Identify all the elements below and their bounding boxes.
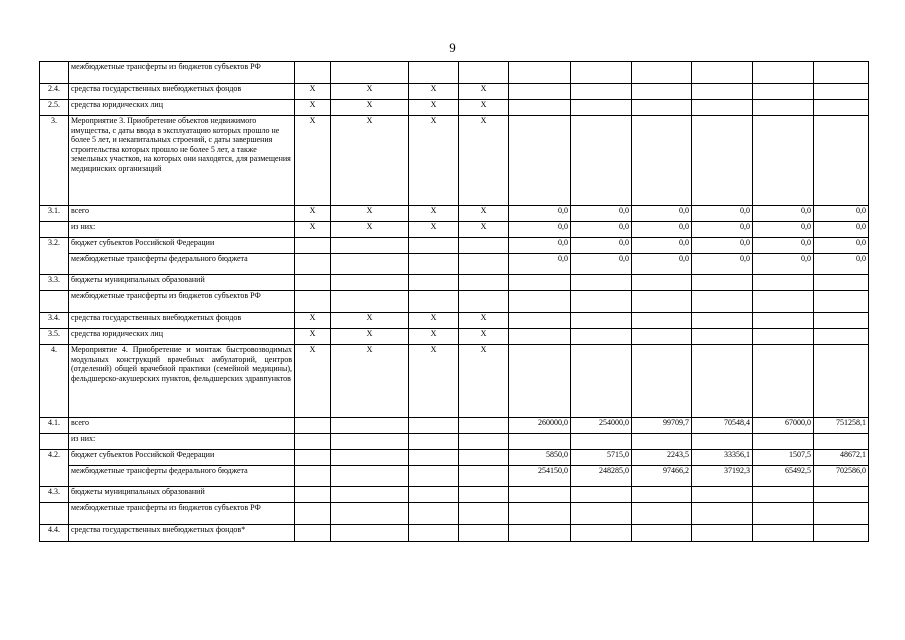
- value-cell: [509, 329, 571, 345]
- x-mark-cell: [295, 254, 331, 275]
- x-mark-cell: [459, 418, 509, 434]
- x-mark-cell: X: [409, 313, 459, 329]
- value-cell: 2243,5: [632, 450, 692, 466]
- value-cell: [814, 345, 869, 418]
- value-cell: [692, 291, 753, 313]
- x-mark-cell: X: [409, 222, 459, 238]
- x-mark-cell: [331, 503, 409, 525]
- x-mark-cell: X: [459, 345, 509, 418]
- row-description: средства юридических лиц: [69, 329, 295, 345]
- row-number: 2.5.: [40, 100, 69, 116]
- row-number: [40, 62, 69, 84]
- value-cell: [753, 345, 814, 418]
- value-cell: [509, 291, 571, 313]
- table-row: [40, 254, 869, 275]
- row-number: 2.4.: [40, 84, 69, 100]
- x-mark-cell: X: [459, 206, 509, 222]
- x-mark-cell: [409, 291, 459, 313]
- x-mark-cell: X: [331, 100, 409, 116]
- value-cell: 5850,0: [509, 450, 571, 466]
- value-cell: [753, 62, 814, 84]
- value-cell: [632, 275, 692, 291]
- row-number: 3.2.: [40, 238, 69, 275]
- value-cell: [571, 100, 632, 116]
- value-cell: 0,0: [753, 222, 814, 238]
- row-description: бюджеты муниципальных образований: [69, 487, 295, 503]
- table-row: [40, 222, 869, 238]
- value-cell: [753, 487, 814, 503]
- value-cell: 48672,1: [814, 450, 869, 466]
- x-mark-cell: X: [409, 116, 459, 206]
- x-mark-cell: X: [295, 345, 331, 418]
- value-cell: [571, 487, 632, 503]
- value-cell: [509, 313, 571, 329]
- value-cell: [509, 345, 571, 418]
- x-mark-cell: [409, 62, 459, 84]
- table-row: [40, 275, 869, 291]
- value-cell: [814, 434, 869, 450]
- x-mark-cell: [295, 487, 331, 503]
- x-mark-cell: [409, 487, 459, 503]
- table-row: [40, 206, 869, 222]
- value-cell: 751258,1: [814, 418, 869, 434]
- value-cell: 65492,5: [753, 466, 814, 487]
- value-cell: [509, 100, 571, 116]
- row-description: Мероприятие 3. Приобретение объектов недвижимого имущества, с даты ввода в эксплуатацию которых прошло не более 5 лет, и некапитальных строений, с даты завершения строительства которых прошло не более 5 лет, а также земельных участков, на которых они находятся, для размещения медицинских организаций: [69, 116, 295, 206]
- row-number: 4.3.: [40, 487, 69, 503]
- value-cell: 248285,0: [571, 466, 632, 487]
- value-cell: 33356,1: [692, 450, 753, 466]
- value-cell: [632, 62, 692, 84]
- x-mark-cell: [295, 291, 331, 313]
- value-cell: 254150,0: [509, 466, 571, 487]
- row-number: 3.3.: [40, 275, 69, 291]
- row-number: 4.1.: [40, 418, 69, 434]
- value-cell: [753, 434, 814, 450]
- x-mark-cell: [331, 275, 409, 291]
- x-mark-cell: X: [331, 345, 409, 418]
- value-cell: [692, 345, 753, 418]
- table-row: [40, 62, 869, 84]
- value-cell: 0,0: [814, 254, 869, 275]
- value-cell: [692, 313, 753, 329]
- x-mark-cell: X: [295, 222, 331, 238]
- value-cell: 0,0: [632, 254, 692, 275]
- x-mark-cell: [459, 503, 509, 525]
- x-mark-cell: X: [331, 84, 409, 100]
- x-mark-cell: [295, 450, 331, 466]
- x-mark-cell: X: [459, 313, 509, 329]
- value-cell: [509, 275, 571, 291]
- table-row: [40, 418, 869, 434]
- value-cell: 67000,0: [753, 418, 814, 434]
- table-row: [40, 503, 869, 525]
- table-row: [40, 434, 869, 450]
- x-mark-cell: [459, 62, 509, 84]
- x-mark-cell: X: [331, 206, 409, 222]
- x-mark-cell: [295, 418, 331, 434]
- row-number: [40, 434, 69, 450]
- x-mark-cell: [331, 254, 409, 275]
- value-cell: 0,0: [692, 254, 753, 275]
- value-cell: 97466,2: [632, 466, 692, 487]
- x-mark-cell: X: [331, 313, 409, 329]
- value-cell: [814, 525, 869, 542]
- page-number: 9: [449, 40, 456, 55]
- value-cell: 0,0: [692, 238, 753, 254]
- x-mark-cell: X: [295, 116, 331, 206]
- value-cell: [814, 329, 869, 345]
- value-cell: [692, 116, 753, 206]
- row-description: бюджет субъектов Российской Федерации: [69, 238, 295, 254]
- value-cell: [692, 275, 753, 291]
- value-cell: [753, 100, 814, 116]
- value-cell: 70548,4: [692, 418, 753, 434]
- value-cell: 0,0: [571, 222, 632, 238]
- value-cell: 0,0: [814, 206, 869, 222]
- value-cell: [509, 487, 571, 503]
- x-mark-cell: [459, 434, 509, 450]
- row-number: [40, 222, 69, 238]
- x-mark-cell: [331, 434, 409, 450]
- x-mark-cell: X: [409, 84, 459, 100]
- value-cell: 99709,7: [632, 418, 692, 434]
- value-cell: [692, 84, 753, 100]
- value-cell: 0,0: [509, 238, 571, 254]
- value-cell: 0,0: [509, 222, 571, 238]
- x-mark-cell: [331, 418, 409, 434]
- table-row: [40, 291, 869, 313]
- x-mark-cell: [459, 275, 509, 291]
- value-cell: [632, 116, 692, 206]
- x-mark-cell: [295, 275, 331, 291]
- x-mark-cell: [295, 62, 331, 84]
- value-cell: [753, 291, 814, 313]
- x-mark-cell: [409, 238, 459, 254]
- table-row: [40, 466, 869, 487]
- value-cell: [632, 329, 692, 345]
- value-cell: [509, 503, 571, 525]
- row-description: средства государственных внебюджетных фондов: [69, 84, 295, 100]
- table-row: [40, 450, 869, 466]
- row-description: средства юридических лиц: [69, 100, 295, 116]
- x-mark-cell: [331, 466, 409, 487]
- row-description: бюджеты муниципальных образований: [69, 275, 295, 291]
- x-mark-cell: [459, 254, 509, 275]
- row-number: 3.5.: [40, 329, 69, 345]
- value-cell: [509, 525, 571, 542]
- value-cell: [753, 503, 814, 525]
- x-mark-cell: X: [295, 329, 331, 345]
- value-cell: [571, 434, 632, 450]
- x-mark-cell: X: [295, 206, 331, 222]
- x-mark-cell: [409, 275, 459, 291]
- value-cell: [753, 525, 814, 542]
- value-cell: 5715,0: [571, 450, 632, 466]
- table-row: [40, 487, 869, 503]
- value-cell: [632, 291, 692, 313]
- value-cell: 37192,3: [692, 466, 753, 487]
- value-cell: [632, 84, 692, 100]
- value-cell: 0,0: [753, 206, 814, 222]
- row-description: бюджет субъектов Российской Федерации: [69, 450, 295, 466]
- row-number: 3.1.: [40, 206, 69, 222]
- x-mark-cell: [409, 418, 459, 434]
- value-cell: [692, 487, 753, 503]
- value-cell: 1507,5: [753, 450, 814, 466]
- value-cell: 254000,0: [571, 418, 632, 434]
- value-cell: [571, 84, 632, 100]
- x-mark-cell: X: [295, 313, 331, 329]
- row-description: из них:: [69, 434, 295, 450]
- value-cell: [632, 313, 692, 329]
- value-cell: [571, 329, 632, 345]
- value-cell: [692, 100, 753, 116]
- row-description: межбюджетные трансферты из бюджетов субъектов РФ: [69, 62, 295, 84]
- row-description: средства государственных внебюджетных фондов: [69, 313, 295, 329]
- budget-table: [39, 61, 869, 542]
- value-cell: 0,0: [571, 238, 632, 254]
- value-cell: [814, 503, 869, 525]
- value-cell: [753, 313, 814, 329]
- x-mark-cell: X: [459, 100, 509, 116]
- value-cell: [571, 313, 632, 329]
- x-mark-cell: X: [409, 329, 459, 345]
- value-cell: [814, 84, 869, 100]
- value-cell: [814, 116, 869, 206]
- x-mark-cell: [331, 291, 409, 313]
- x-mark-cell: [409, 503, 459, 525]
- value-cell: [692, 329, 753, 345]
- value-cell: [571, 275, 632, 291]
- x-mark-cell: X: [331, 329, 409, 345]
- table-row: [40, 345, 869, 418]
- row-number: [40, 503, 69, 525]
- row-number: 3.: [40, 116, 69, 206]
- value-cell: [692, 434, 753, 450]
- value-cell: [814, 62, 869, 84]
- table-row: [40, 100, 869, 116]
- table-row: [40, 329, 869, 345]
- value-cell: [632, 434, 692, 450]
- x-mark-cell: [459, 450, 509, 466]
- value-cell: 0,0: [692, 222, 753, 238]
- x-mark-cell: [295, 434, 331, 450]
- row-description: средства государственных внебюджетных фондов*: [69, 525, 295, 542]
- value-cell: 260000,0: [509, 418, 571, 434]
- value-cell: [509, 434, 571, 450]
- x-mark-cell: [459, 466, 509, 487]
- value-cell: [814, 100, 869, 116]
- value-cell: [571, 116, 632, 206]
- value-cell: [814, 487, 869, 503]
- value-cell: [632, 100, 692, 116]
- value-cell: [509, 62, 571, 84]
- x-mark-cell: X: [295, 84, 331, 100]
- x-mark-cell: [459, 487, 509, 503]
- value-cell: [509, 84, 571, 100]
- x-mark-cell: X: [331, 222, 409, 238]
- x-mark-cell: [295, 238, 331, 254]
- x-mark-cell: [295, 503, 331, 525]
- x-mark-cell: [459, 291, 509, 313]
- value-cell: 0,0: [814, 222, 869, 238]
- value-cell: 0,0: [753, 254, 814, 275]
- value-cell: [753, 116, 814, 206]
- x-mark-cell: X: [409, 100, 459, 116]
- x-mark-cell: X: [459, 329, 509, 345]
- x-mark-cell: [331, 62, 409, 84]
- value-cell: [571, 503, 632, 525]
- row-number: 3.4.: [40, 313, 69, 329]
- value-cell: 0,0: [509, 254, 571, 275]
- value-cell: [814, 275, 869, 291]
- x-mark-cell: X: [331, 116, 409, 206]
- value-cell: [753, 84, 814, 100]
- value-cell: [753, 329, 814, 345]
- x-mark-cell: [459, 525, 509, 542]
- value-cell: 0,0: [509, 206, 571, 222]
- x-mark-cell: [295, 466, 331, 487]
- table-row: [40, 313, 869, 329]
- x-mark-cell: X: [409, 206, 459, 222]
- value-cell: 0,0: [753, 238, 814, 254]
- row-description: межбюджетные трансферты федерального бюджета: [69, 254, 295, 275]
- row-number: 4.4.: [40, 525, 69, 542]
- x-mark-cell: X: [459, 222, 509, 238]
- value-cell: [509, 116, 571, 206]
- value-cell: 0,0: [571, 254, 632, 275]
- x-mark-cell: [295, 525, 331, 542]
- value-cell: [814, 291, 869, 313]
- x-mark-cell: [331, 238, 409, 254]
- value-cell: [571, 62, 632, 84]
- x-mark-cell: X: [295, 100, 331, 116]
- row-number: 4.: [40, 345, 69, 418]
- x-mark-cell: [331, 525, 409, 542]
- value-cell: 0,0: [814, 238, 869, 254]
- value-cell: 0,0: [571, 206, 632, 222]
- value-cell: 0,0: [632, 222, 692, 238]
- x-mark-cell: [409, 525, 459, 542]
- row-description: межбюджетные трансферты федерального бюджета: [69, 466, 295, 487]
- value-cell: [692, 62, 753, 84]
- x-mark-cell: [331, 487, 409, 503]
- value-cell: [753, 275, 814, 291]
- x-mark-cell: X: [459, 84, 509, 100]
- table-row: [40, 525, 869, 542]
- table-row: [40, 84, 869, 100]
- value-cell: [571, 525, 632, 542]
- value-cell: [632, 525, 692, 542]
- x-mark-cell: [409, 254, 459, 275]
- x-mark-cell: [409, 434, 459, 450]
- row-description: Мероприятие 4. Приобретение и монтаж быстровозводимых модульных конструкций врачебных амбулаторий, центров (отделений) общей врачебной практики (семейной медицины), фельдшерско-акушерских пунктов, фельдшерских здравпунктов: [69, 345, 295, 418]
- x-mark-cell: [409, 450, 459, 466]
- value-cell: [632, 345, 692, 418]
- row-number: [40, 291, 69, 313]
- value-cell: [814, 313, 869, 329]
- value-cell: [571, 345, 632, 418]
- value-cell: 702586,0: [814, 466, 869, 487]
- value-cell: [692, 525, 753, 542]
- row-description: межбюджетные трансферты из бюджетов субъектов РФ: [69, 503, 295, 525]
- value-cell: [632, 503, 692, 525]
- value-cell: [632, 487, 692, 503]
- value-cell: [692, 503, 753, 525]
- row-description: всего: [69, 418, 295, 434]
- row-description: из них:: [69, 222, 295, 238]
- value-cell: 0,0: [632, 206, 692, 222]
- value-cell: 0,0: [692, 206, 753, 222]
- table-row: [40, 116, 869, 206]
- x-mark-cell: [459, 238, 509, 254]
- table-row: [40, 238, 869, 254]
- x-mark-cell: X: [409, 345, 459, 418]
- row-description: всего: [69, 206, 295, 222]
- x-mark-cell: X: [459, 116, 509, 206]
- x-mark-cell: [331, 450, 409, 466]
- row-description: межбюджетные трансферты из бюджетов субъектов РФ: [69, 291, 295, 313]
- value-cell: [571, 291, 632, 313]
- value-cell: 0,0: [632, 238, 692, 254]
- x-mark-cell: [409, 466, 459, 487]
- row-number: 4.2.: [40, 450, 69, 487]
